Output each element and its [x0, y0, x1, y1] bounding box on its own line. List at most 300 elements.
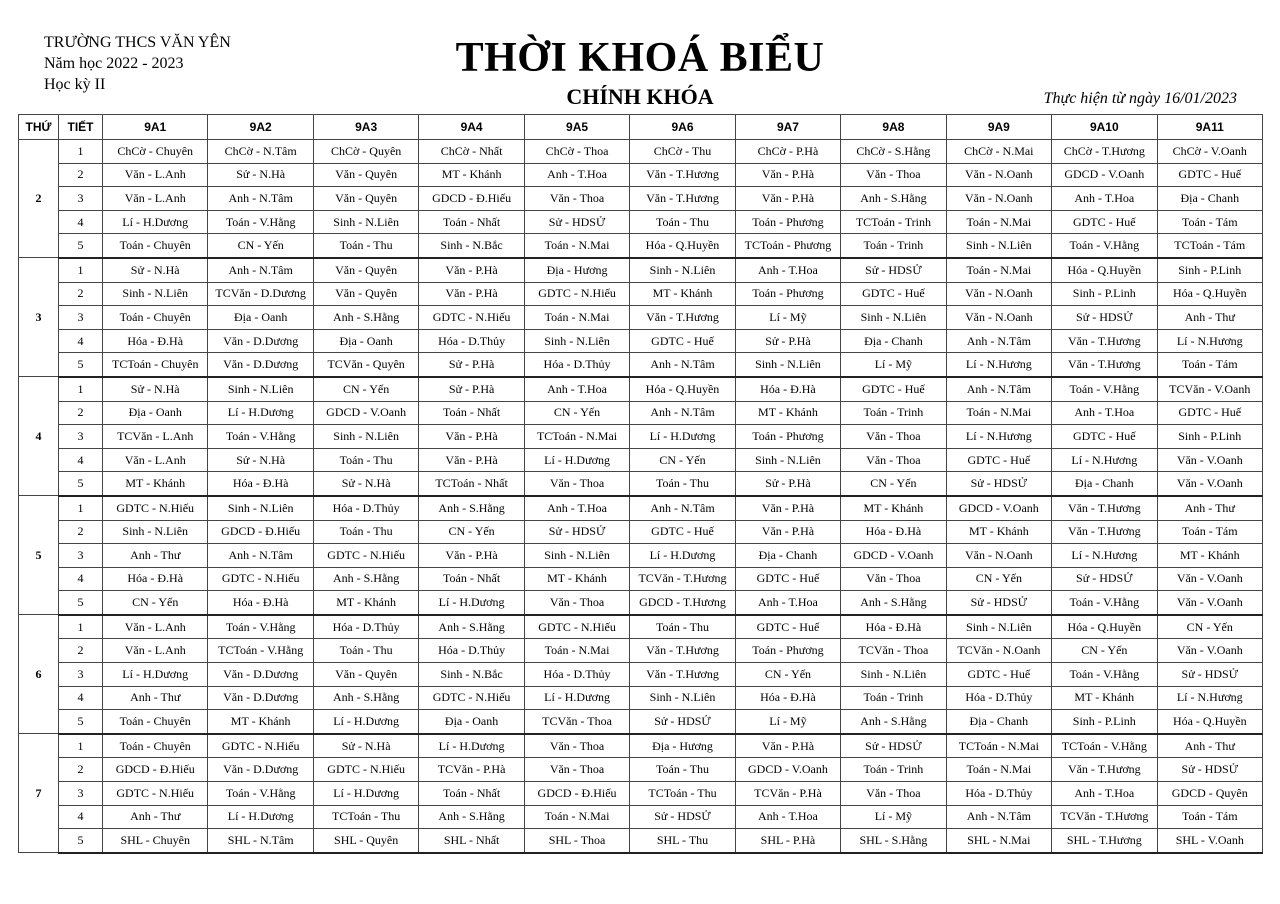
lesson-cell: Toán - V.Hằng [208, 782, 313, 806]
lesson-cell: TCToán - Thu [630, 782, 735, 806]
lesson-cell: CN - Yến [841, 472, 946, 496]
page-subtitle: CHÍNH KHÓA [566, 84, 714, 109]
lesson-cell: ChCờ - P.Hà [735, 140, 840, 164]
lesson-cell: Toán - Chuyên [103, 710, 208, 734]
lesson-cell: Văn - P.Hà [735, 520, 840, 544]
lesson-cell: Sử - N.Hà [313, 734, 418, 758]
lesson-cell: SHL - Thu [630, 829, 735, 853]
lesson-cell: Sinh - N.Bắc [419, 663, 524, 687]
lesson-cell: MT - Khánh [630, 282, 735, 306]
lesson-cell: Địa - Hương [524, 258, 629, 282]
lesson-cell: Văn - N.Oanh [946, 163, 1051, 187]
lesson-cell: Toán - Thu [313, 639, 418, 663]
lesson-cell: GDCD - V.Oanh [735, 758, 840, 782]
lesson-cell: ChCờ - Thoa [524, 140, 629, 164]
lesson-cell: GDTC - N.Hiếu [313, 544, 418, 568]
lesson-cell: Toán - Thu [313, 520, 418, 544]
day-cell: 4 [19, 377, 59, 496]
lesson-cell: Hóa - Đ.Hà [208, 591, 313, 615]
lesson-cell: GDTC - Huế [630, 329, 735, 353]
period-cell: 4 [59, 448, 103, 472]
lesson-cell: Sử - HDSỬ [841, 258, 946, 282]
lesson-cell: Toán - V.Hằng [1052, 663, 1157, 687]
lesson-cell: Sử - HDSỬ [524, 520, 629, 544]
lesson-cell: MT - Khánh [1052, 686, 1157, 710]
lesson-cell: Sử - HDSỬ [1052, 306, 1157, 330]
lesson-cell: Văn - Thoa [524, 187, 629, 211]
lesson-cell: TCVăn - P.Hà [735, 782, 840, 806]
lesson-cell: Văn - V.Oanh [1157, 591, 1262, 615]
lesson-cell: SHL - T.Hương [1052, 829, 1157, 853]
lesson-cell: SHL - Nhất [419, 829, 524, 853]
period-cell: 1 [59, 734, 103, 758]
lesson-cell: Lí - H.Dương [419, 591, 524, 615]
col-header-class: 9A11 [1157, 115, 1262, 140]
period-cell: 4 [59, 805, 103, 829]
lesson-cell: Sử - HDSỬ [946, 591, 1051, 615]
lesson-cell: Toán - Trinh [841, 234, 946, 258]
lesson-cell: Anh - S.Hằng [313, 567, 418, 591]
lesson-cell: CN - Yến [630, 448, 735, 472]
lesson-cell: Văn - P.Hà [419, 425, 524, 449]
period-cell: 2 [59, 758, 103, 782]
lesson-cell: Toán - N.Mai [946, 210, 1051, 234]
lesson-cell: GDTC - Huế [1157, 163, 1262, 187]
lesson-cell: CN - Yến [313, 377, 418, 401]
lesson-cell: Hóa - Q.Huyền [630, 234, 735, 258]
school-name: TRƯỜNG THCS VĂN YÊN [44, 34, 231, 51]
period-cell: 3 [59, 306, 103, 330]
lesson-cell: Văn - D.Dương [208, 353, 313, 377]
lesson-cell: TCToán - Phương [735, 234, 840, 258]
lesson-cell: Văn - L.Anh [103, 163, 208, 187]
col-header-class: 9A6 [630, 115, 735, 140]
col-header-class: 9A9 [946, 115, 1051, 140]
lesson-cell: Toán - N.Mai [946, 258, 1051, 282]
table-row [19, 401, 1263, 425]
lesson-cell: Văn - Thoa [524, 734, 629, 758]
period-cell: 5 [59, 829, 103, 853]
period-cell: 1 [59, 377, 103, 401]
day-cell: 2 [19, 140, 59, 258]
lesson-cell: Địa - Chanh [735, 544, 840, 568]
lesson-cell: Lí - H.Dương [313, 710, 418, 734]
lesson-cell: Toán - Tám [1157, 805, 1262, 829]
lesson-cell: Văn - L.Anh [103, 639, 208, 663]
lesson-cell: CN - Yến [1052, 639, 1157, 663]
lesson-cell: Văn - T.Hương [630, 639, 735, 663]
table-row [19, 353, 1263, 377]
lesson-cell: ChCờ - Thu [630, 140, 735, 164]
lesson-cell: Văn - N.Oanh [946, 306, 1051, 330]
lesson-cell: GDTC - N.Hiếu [419, 686, 524, 710]
period-cell: 5 [59, 591, 103, 615]
lesson-cell: GDCD - Quyên [1157, 782, 1262, 806]
lesson-cell: Hóa - Đ.Hà [103, 567, 208, 591]
lesson-cell: Toán - N.Mai [524, 306, 629, 330]
lesson-cell: Hóa - D.Thủy [524, 353, 629, 377]
lesson-cell: Sinh - P.Linh [1052, 710, 1157, 734]
lesson-cell: Toán - Trinh [841, 401, 946, 425]
lesson-cell: GDCD - V.Oanh [946, 496, 1051, 520]
day-cell: 7 [19, 734, 59, 853]
lesson-cell: Sinh - P.Linh [1052, 282, 1157, 306]
lesson-cell: Văn - T.Hương [630, 163, 735, 187]
lesson-cell: Địa - Oanh [419, 710, 524, 734]
lesson-cell: Toán - Phương [735, 639, 840, 663]
lesson-cell: Văn - L.Anh [103, 187, 208, 211]
lesson-cell: SHL - S.Hằng [841, 829, 946, 853]
lesson-cell: Toán - Nhất [419, 782, 524, 806]
lesson-cell: Anh - N.Tâm [630, 401, 735, 425]
lesson-cell: Sinh - N.Liên [630, 258, 735, 282]
col-header-class: 9A2 [208, 115, 313, 140]
day-cell: 6 [19, 615, 59, 734]
lesson-cell: Sinh - N.Liên [946, 234, 1051, 258]
period-cell: 2 [59, 520, 103, 544]
lesson-cell: Anh - N.Tâm [208, 544, 313, 568]
lesson-cell: Sử - P.Hà [735, 329, 840, 353]
lesson-cell: Anh - T.Hoa [524, 163, 629, 187]
lesson-cell: Lí - Mỹ [841, 805, 946, 829]
lesson-cell: Anh - S.Hằng [419, 615, 524, 639]
lesson-cell: Địa - Chanh [841, 329, 946, 353]
table-row [19, 425, 1263, 449]
lesson-cell: Văn - P.Hà [419, 544, 524, 568]
lesson-cell: Hóa - Q.Huyền [1157, 282, 1262, 306]
lesson-cell: CN - Yến [103, 591, 208, 615]
lesson-cell: Văn - T.Hương [1052, 329, 1157, 353]
lesson-cell: SHL - Chuyên [103, 829, 208, 853]
day-cell: 5 [19, 496, 59, 615]
lesson-cell: ChCờ - N.Tâm [208, 140, 313, 164]
lesson-cell: Hóa - D.Thủy [313, 496, 418, 520]
lesson-cell: Văn - V.Oanh [1157, 472, 1262, 496]
lesson-cell: Lí - Mỹ [735, 710, 840, 734]
lesson-cell: Toán - Thu [313, 234, 418, 258]
lesson-cell: Văn - P.Hà [735, 187, 840, 211]
lesson-cell: SHL - N.Mai [946, 829, 1051, 853]
lesson-cell: MT - Khánh [735, 401, 840, 425]
lesson-cell: Sinh - P.Linh [1157, 258, 1262, 282]
lesson-cell: TCToán - V.Hằng [1052, 734, 1157, 758]
lesson-cell: Toán - Tám [1157, 210, 1262, 234]
lesson-cell: Văn - Quyên [313, 258, 418, 282]
lesson-cell: Hóa - Đ.Hà [208, 472, 313, 496]
lesson-cell: Sinh - N.Liên [103, 282, 208, 306]
lesson-cell: Anh - N.Tâm [630, 496, 735, 520]
period-cell: 3 [59, 544, 103, 568]
period-cell: 1 [59, 258, 103, 282]
lesson-cell: Anh - T.Hoa [524, 496, 629, 520]
lesson-cell: Anh - T.Hoa [1052, 401, 1157, 425]
lesson-cell: ChCờ - V.Oanh [1157, 140, 1262, 164]
col-header-class: 9A3 [313, 115, 418, 140]
lesson-cell: Anh - N.Tâm [208, 187, 313, 211]
table-row [19, 210, 1263, 234]
lesson-cell: TCToán - Chuyên [103, 353, 208, 377]
lesson-cell: Hóa - Đ.Hà [841, 520, 946, 544]
lesson-cell: TCVăn - T.Hương [630, 567, 735, 591]
table-row [19, 567, 1263, 591]
table-row [19, 663, 1263, 687]
lesson-cell: Toán - Thu [313, 448, 418, 472]
lesson-cell: Địa - Chanh [946, 710, 1051, 734]
lesson-cell: ChCờ - Chuyên [103, 140, 208, 164]
lesson-cell: Toán - V.Hằng [1052, 377, 1157, 401]
lesson-cell: Anh - S.Hằng [841, 710, 946, 734]
table-row [19, 140, 1263, 164]
lesson-cell: Văn - D.Dương [208, 663, 313, 687]
lesson-cell: GDTC - Huế [1157, 401, 1262, 425]
period-cell: 1 [59, 496, 103, 520]
lesson-cell: Anh - T.Hoa [1052, 187, 1157, 211]
period-cell: 2 [59, 639, 103, 663]
lesson-cell: Toán - Thu [630, 758, 735, 782]
lesson-cell: Sinh - N.Liên [735, 448, 840, 472]
lesson-cell: Sinh - N.Bắc [419, 234, 524, 258]
lesson-cell: Anh - N.Tâm [208, 258, 313, 282]
period-cell: 1 [59, 140, 103, 164]
lesson-cell: Sinh - N.Liên [524, 544, 629, 568]
lesson-cell: GDTC - Huế [946, 448, 1051, 472]
table-row [19, 615, 1263, 639]
lesson-cell: Văn - V.Oanh [1157, 567, 1262, 591]
lesson-cell: Văn - D.Dương [208, 758, 313, 782]
lesson-cell: TCVăn - T.Hương [1052, 805, 1157, 829]
lesson-cell: Địa - Hương [630, 734, 735, 758]
table-row [19, 282, 1263, 306]
period-cell: 4 [59, 567, 103, 591]
school-term: Học kỳ II [44, 76, 106, 93]
lesson-cell: Lí - N.Hương [1157, 329, 1262, 353]
lesson-cell: Văn - L.Anh [103, 615, 208, 639]
table-row [19, 329, 1263, 353]
lesson-cell: SHL - N.Tâm [208, 829, 313, 853]
lesson-cell: Toán - Thu [630, 615, 735, 639]
lesson-cell: Toán - Thu [630, 472, 735, 496]
lesson-cell: CN - Yến [946, 567, 1051, 591]
lesson-cell: Sử - HDSỬ [524, 210, 629, 234]
lesson-cell: Lí - H.Dương [630, 544, 735, 568]
lesson-cell: Toán - Chuyên [103, 306, 208, 330]
lesson-cell: Sinh - N.Liên [103, 520, 208, 544]
lesson-cell: Toán - N.Mai [524, 234, 629, 258]
lesson-cell: Văn - N.Oanh [946, 282, 1051, 306]
lesson-cell: Toán - N.Mai [524, 639, 629, 663]
period-cell: 3 [59, 782, 103, 806]
lesson-cell: Lí - H.Dương [524, 686, 629, 710]
period-cell: 1 [59, 615, 103, 639]
timetable [18, 114, 1263, 854]
lesson-cell: Văn - D.Dương [208, 686, 313, 710]
lesson-cell: Sinh - N.Liên [841, 663, 946, 687]
lesson-cell: Toán - Trinh [841, 758, 946, 782]
lesson-cell: Hóa - Đ.Hà [735, 686, 840, 710]
lesson-cell: GDTC - Huế [841, 282, 946, 306]
lesson-cell: Toán - V.Hằng [1052, 591, 1157, 615]
lesson-cell: TCVăn - P.Hà [419, 758, 524, 782]
lesson-cell: Lí - N.Hương [1157, 686, 1262, 710]
lesson-cell: Hóa - Đ.Hà [103, 329, 208, 353]
lesson-cell: Sử - HDSỬ [630, 710, 735, 734]
lesson-cell: GDTC - N.Hiếu [208, 567, 313, 591]
lesson-cell: Văn - Thoa [841, 425, 946, 449]
lesson-cell: Sinh - N.Liên [208, 377, 313, 401]
table-row [19, 377, 1263, 401]
lesson-cell: Sinh - N.Liên [735, 353, 840, 377]
lesson-cell: Anh - N.Tâm [630, 353, 735, 377]
lesson-cell: Hóa - Q.Huyền [1052, 615, 1157, 639]
lesson-cell: TCVăn - V.Oanh [1157, 377, 1262, 401]
lesson-cell: Văn - P.Hà [419, 282, 524, 306]
table-row [19, 520, 1263, 544]
lesson-cell: TCVăn - Quyên [313, 353, 418, 377]
period-cell: 4 [59, 329, 103, 353]
lesson-cell: Lí - H.Dương [524, 448, 629, 472]
lesson-cell: Hóa - D.Thủy [313, 615, 418, 639]
school-year: Năm học 2022 - 2023 [44, 55, 184, 72]
table-row [19, 472, 1263, 496]
period-cell: 5 [59, 234, 103, 258]
lesson-cell: Sinh - N.Liên [208, 496, 313, 520]
period-cell: 2 [59, 282, 103, 306]
lesson-cell: Lí - H.Dương [208, 805, 313, 829]
period-cell: 5 [59, 710, 103, 734]
lesson-cell: GDTC - N.Hiếu [524, 615, 629, 639]
lesson-cell: Văn - Thoa [841, 163, 946, 187]
table-row [19, 448, 1263, 472]
lesson-cell: Lí - H.Dương [630, 425, 735, 449]
lesson-cell: Văn - V.Oanh [1157, 639, 1262, 663]
lesson-cell: Lí - N.Hương [1052, 448, 1157, 472]
effective-date: Thực hiện từ ngày 16/01/2023 [1043, 90, 1237, 107]
lesson-cell: GDTC - N.Hiếu [103, 782, 208, 806]
lesson-cell: Văn - T.Hương [1052, 496, 1157, 520]
lesson-cell: Sử - HDSỬ [1157, 663, 1262, 687]
lesson-cell: GDCD - Đ.Hiếu [419, 187, 524, 211]
table-row [19, 306, 1263, 330]
lesson-cell: Anh - Thư [103, 544, 208, 568]
table-row [19, 234, 1263, 258]
lesson-cell: Văn - Quyên [313, 663, 418, 687]
lesson-cell: CN - Yến [419, 520, 524, 544]
lesson-cell: Sử - HDSỬ [1157, 758, 1262, 782]
lesson-cell: Hóa - Q.Huyền [1157, 710, 1262, 734]
table-row [19, 805, 1263, 829]
table-row [19, 258, 1263, 282]
day-cell: 3 [19, 258, 59, 377]
table-row [19, 591, 1263, 615]
lesson-cell: Toán - N.Mai [946, 401, 1051, 425]
lesson-cell: CN - Yến [735, 663, 840, 687]
lesson-cell: Anh - Thư [103, 686, 208, 710]
lesson-cell: Lí - N.Hương [1052, 544, 1157, 568]
lesson-cell: Hóa - D.Thủy [524, 663, 629, 687]
table-row [19, 829, 1263, 853]
table-row [19, 758, 1263, 782]
lesson-cell: Sinh - N.Liên [313, 210, 418, 234]
lesson-cell: Lí - H.Dương [313, 782, 418, 806]
lesson-cell: Hóa - Q.Huyền [630, 377, 735, 401]
lesson-cell: Văn - T.Hương [630, 306, 735, 330]
lesson-cell: Toán - Tám [1157, 353, 1262, 377]
lesson-cell: Sử - HDSỬ [1052, 567, 1157, 591]
lesson-cell: Văn - V.Oanh [1157, 448, 1262, 472]
lesson-cell: GDTC - N.Hiếu [313, 758, 418, 782]
period-cell: 2 [59, 401, 103, 425]
lesson-cell: SHL - Quyên [313, 829, 418, 853]
lesson-cell: Văn - N.Oanh [946, 187, 1051, 211]
lesson-cell: SHL - V.Oanh [1157, 829, 1262, 853]
lesson-cell: Sinh - N.Liên [841, 306, 946, 330]
lesson-cell: Anh - S.Hằng [313, 306, 418, 330]
table-row [19, 639, 1263, 663]
period-cell: 3 [59, 663, 103, 687]
lesson-cell: GDTC - Huế [735, 567, 840, 591]
lesson-cell: MT - Khánh [419, 163, 524, 187]
lesson-cell: Sử - N.Hà [313, 472, 418, 496]
lesson-cell: Anh - Thư [1157, 734, 1262, 758]
lesson-cell: SHL - P.Hà [735, 829, 840, 853]
col-header-class: 9A4 [419, 115, 524, 140]
lesson-cell: Toán - V.Hằng [208, 425, 313, 449]
lesson-cell: Toán - Chuyên [103, 234, 208, 258]
col-header-class: 9A10 [1052, 115, 1157, 140]
lesson-cell: Anh - T.Hoa [735, 591, 840, 615]
lesson-cell: TCToán - V.Hằng [208, 639, 313, 663]
lesson-cell: Toán - Phương [735, 282, 840, 306]
lesson-cell: GDCD - Đ.Hiếu [103, 758, 208, 782]
lesson-cell: GDTC - Huế [1052, 425, 1157, 449]
lesson-cell: Anh - S.Hằng [841, 591, 946, 615]
lesson-cell: Sử - N.Hà [208, 163, 313, 187]
lesson-cell: Hóa - D.Thủy [946, 686, 1051, 710]
lesson-cell: Hóa - Đ.Hà [841, 615, 946, 639]
lesson-cell: Văn - Quyên [313, 282, 418, 306]
lesson-cell: TCVăn - N.Oanh [946, 639, 1051, 663]
lesson-cell: GDTC - N.Hiếu [103, 496, 208, 520]
lesson-cell: GDCD - V.Oanh [841, 544, 946, 568]
lesson-cell: Địa - Oanh [103, 401, 208, 425]
lesson-cell: GDTC - N.Hiếu [524, 282, 629, 306]
lesson-cell: Anh - T.Hoa [735, 258, 840, 282]
lesson-cell: Toán - Phương [735, 210, 840, 234]
lesson-cell: Toán - V.Hằng [1052, 234, 1157, 258]
lesson-cell: MT - Khánh [524, 567, 629, 591]
lesson-cell: Lí - H.Dương [103, 663, 208, 687]
lesson-cell: Văn - Thoa [524, 758, 629, 782]
lesson-cell: Anh - S.Hằng [313, 686, 418, 710]
lesson-cell: Văn - N.Oanh [946, 544, 1051, 568]
lesson-cell: Sinh - N.Liên [524, 329, 629, 353]
lesson-cell: Văn - D.Dương [208, 329, 313, 353]
lesson-cell: CN - Yến [1157, 615, 1262, 639]
lesson-cell: Toán - Chuyên [103, 734, 208, 758]
lesson-cell: Văn - P.Hà [735, 496, 840, 520]
lesson-cell: Sinh - P.Linh [1157, 425, 1262, 449]
lesson-cell: MT - Khánh [841, 496, 946, 520]
col-header-class: 9A7 [735, 115, 840, 140]
lesson-cell: Anh - S.Hằng [419, 805, 524, 829]
lesson-cell: Lí - H.Dương [419, 734, 524, 758]
lesson-cell: Văn - Quyên [313, 163, 418, 187]
lesson-cell: Anh - Thư [103, 805, 208, 829]
lesson-cell: Toán - V.Hằng [208, 210, 313, 234]
col-header-period: TIẾT [59, 115, 103, 140]
lesson-cell: Anh - Thư [1157, 496, 1262, 520]
lesson-cell: Sinh - N.Liên [313, 425, 418, 449]
